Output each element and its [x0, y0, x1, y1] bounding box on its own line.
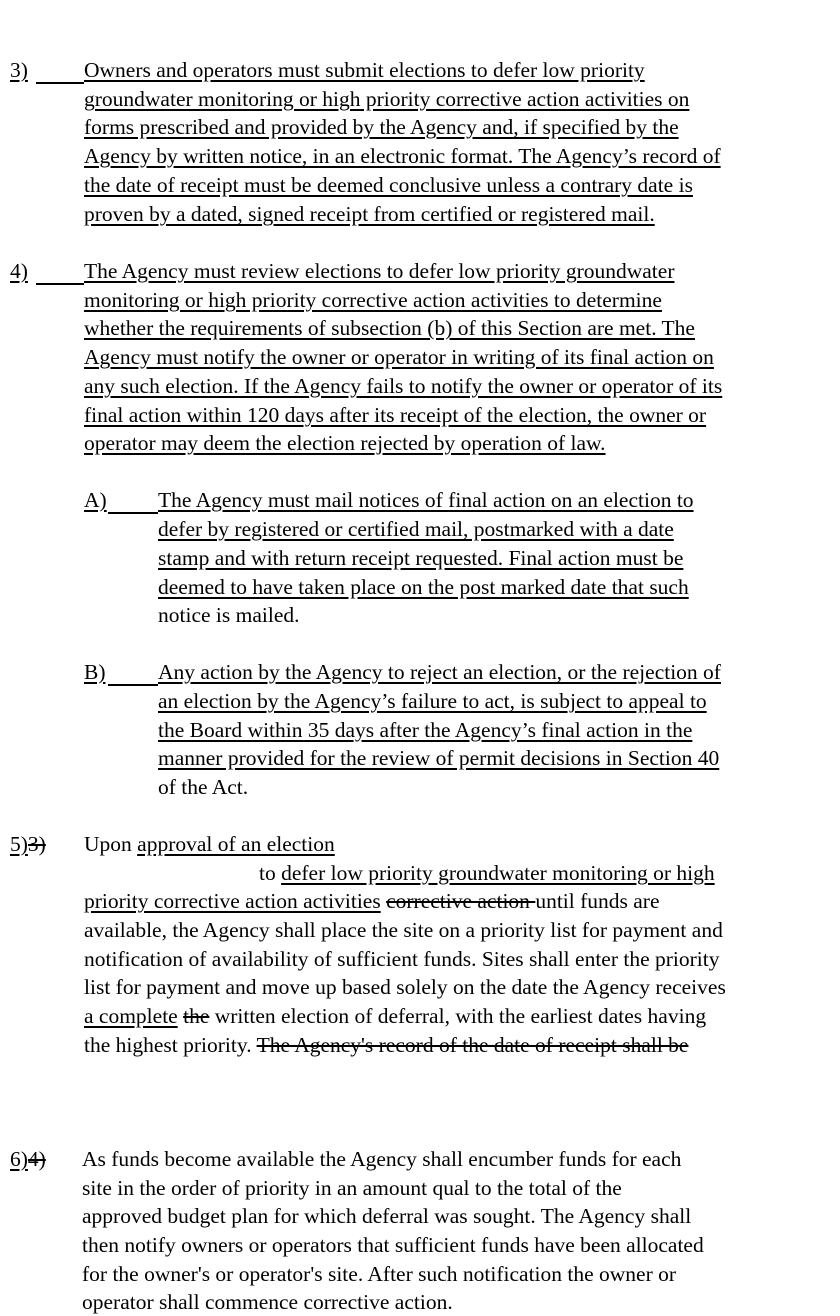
subitem-a-line-2: defer by registered or certified mail, postmarked with a date	[158, 517, 674, 541]
item-5-line-1: Upon approval of an election	[84, 832, 335, 856]
subitem-a-line-1: The Agency must mail notices of final action on an election to	[158, 488, 694, 512]
item-4-number-rule	[36, 283, 84, 285]
item-3-line-3: forms prescribed and provided by the Agency and, if specified by the	[84, 115, 679, 139]
subitem-b-line-1: Any action by the Agency to reject an election, or the rejection of	[158, 660, 721, 684]
item-5-line-6: list for payment and move up based solely on the date the Agency receives	[84, 975, 726, 999]
subitem-b-line-2: an election by the Agency’s failure to act, is subject to appeal to	[158, 689, 707, 713]
item-3-line-4: Agency by written notice, in an electronic format. The Agency’s record of	[84, 144, 721, 168]
item-5-line-3: priority corrective action activities corrective action until funds are	[84, 889, 660, 913]
item-6-line-4: then notify owners or operators that sufficient funds have been allocated	[82, 1233, 704, 1257]
item-6-line-5: for the owner's or operator's site. After such notification the owner or	[82, 1262, 677, 1286]
subitem-b-line-4: manner provided for the review of permit decisions in Section 40	[158, 746, 720, 770]
item-6-line-1: As funds become available the Agency shall encumber funds for each	[82, 1147, 682, 1171]
item-4-number: 4)	[10, 259, 28, 283]
subitem-a-line-4: deemed to have taken place on the post marked date that such	[158, 575, 689, 599]
subitem-b-label: B)	[84, 660, 106, 684]
item-4-line-6: final action within 120 days after its receipt of the election, the owner or	[84, 403, 707, 427]
subitem-a-label-rule	[108, 512, 158, 514]
item-3-line-2: groundwater monitoring or high priority corrective action activities on	[84, 87, 690, 111]
item-5-number: 5)3)	[10, 832, 46, 856]
item-4-line-5: any such election. If the Agency fails to notify the owner or operator of its	[84, 374, 723, 398]
item-4-line-7: operator may deem the election rejected by operation of law.	[84, 431, 606, 455]
item-6-line-6: operator shall commence corrective action.	[82, 1290, 453, 1314]
item-5-line-7: a complete the written election of deferral, with the earliest dates having	[84, 1004, 707, 1028]
item-3-line-1: Owners and operators must submit elections to defer low priority	[84, 58, 645, 82]
item-6-number: 6)4)	[10, 1147, 46, 1171]
item-5-line-4: available, the Agency shall place the site on a priority list for payment and	[84, 918, 723, 942]
item-3-number: 3)	[10, 58, 28, 82]
item-4-line-3: whether the requirements of subsection (b) of this Section are met. The	[84, 316, 695, 340]
item-3-number-rule	[36, 82, 84, 84]
item-4-line-4: Agency must notify the owner or operator in writing of its final action on	[84, 345, 714, 369]
item-4-line-1: The Agency must review elections to defer low priority groundwater	[84, 259, 675, 283]
subitem-b-label-rule	[108, 684, 158, 686]
item-5-line-2: to defer low priority groundwater monitoring or high	[259, 861, 715, 885]
subitem-b-line-5: of the Act.	[158, 775, 249, 799]
subitem-a-label: A)	[84, 488, 107, 512]
item-6-line-3: approved budget plan for which deferral was sought. The Agency shall	[82, 1204, 692, 1228]
item-5-line-8: the highest priority. The Agency's record of the date of receipt shall be	[84, 1033, 689, 1057]
item-3-line-6: proven by a dated, signed receipt from certified or registered mail.	[84, 202, 655, 226]
subitem-a-line-3: stamp and with return receipt requested. Final action must be	[158, 546, 684, 570]
subitem-a-line-5: notice is mailed.	[158, 603, 300, 627]
item-5-line-5: notification of availability of sufficient funds. Sites shall enter the priority	[84, 947, 720, 971]
item-4-line-2: monitoring or high priority corrective action activities to determine	[84, 288, 662, 312]
subitem-b-line-3: the Board within 35 days after the Agency’s final action in the	[158, 718, 693, 742]
item-3-line-5: the date of receipt must be deemed conclusive unless a contrary date is	[84, 173, 693, 197]
item-6-line-2: site in the order of priority in an amount qual to the total of the	[82, 1176, 622, 1200]
